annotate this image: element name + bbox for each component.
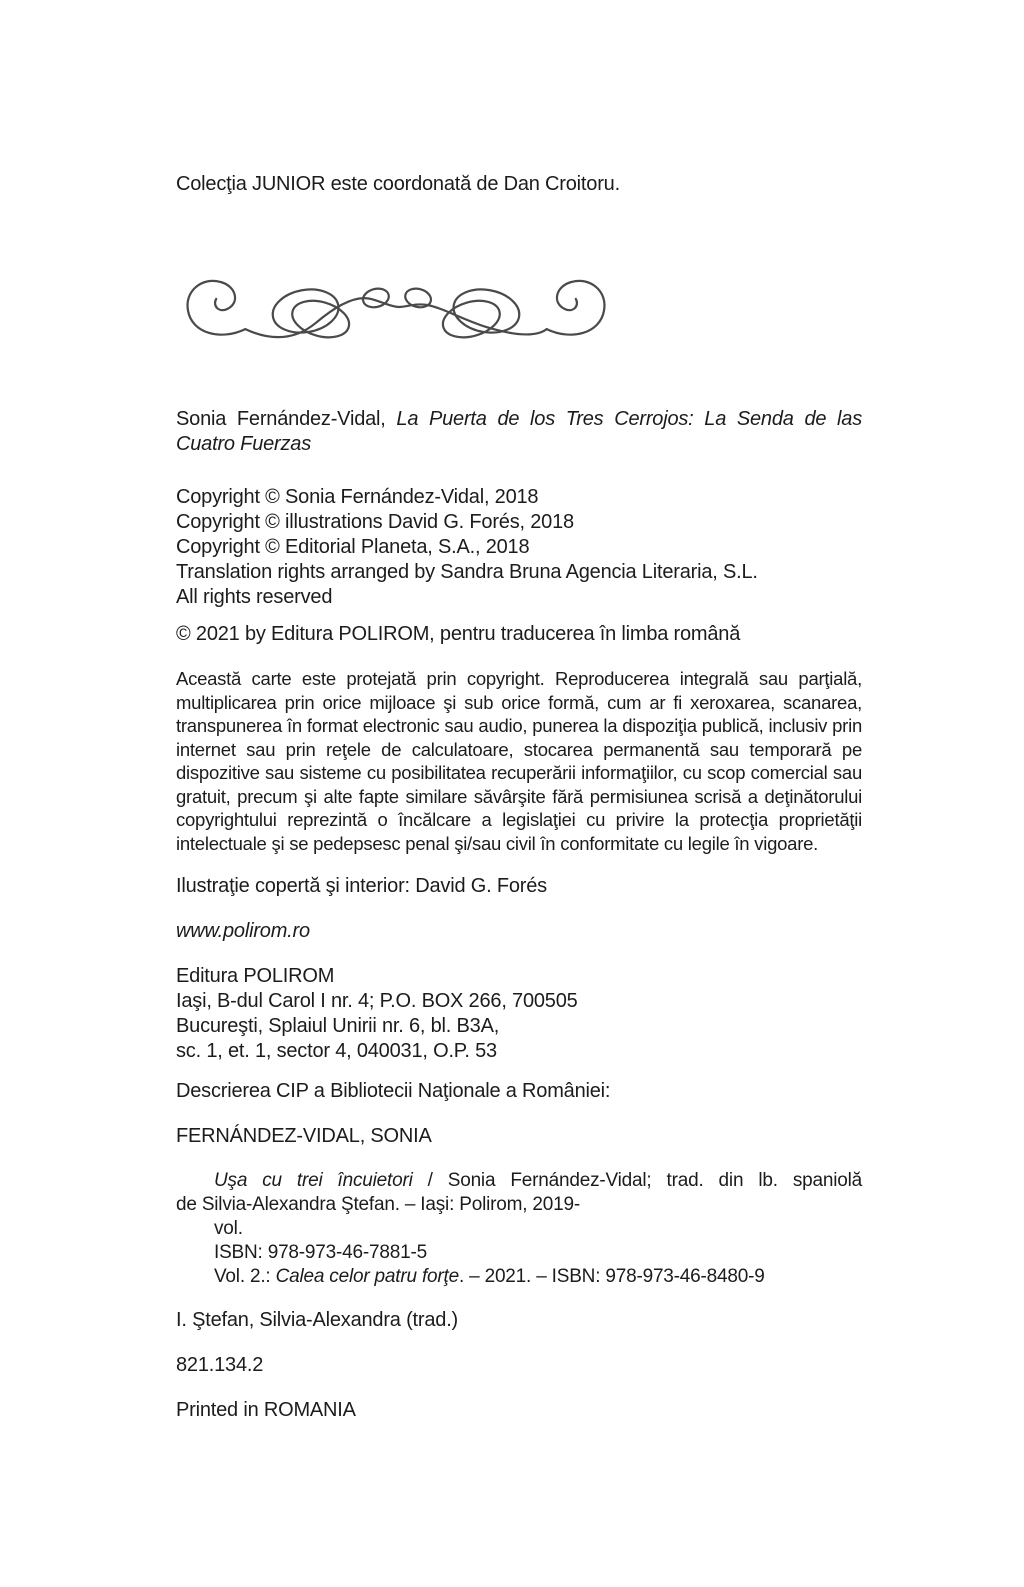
cip-romanian-title: Uşa cu trei încuietori xyxy=(214,1169,413,1191)
publisher-address-line: Bucureşti, Splaiul Unirii nr. 6, bl. B3A, xyxy=(176,1014,500,1037)
copyright-line: Translation rights arranged by Sandra Bruna Agencia Literaria, S.L. xyxy=(176,561,758,583)
cip-entry-title-line xyxy=(176,1169,862,1193)
cip-author-name: FERNÁNDEZ-VIDAL, SONIA xyxy=(176,1124,432,1147)
legal-notice-paragraph: Această carte este protejată prin copyright. Reproducerea integrală sau parţială, multiplicarea prin orice mijloace şi sub orice formă, cum ar fi xeroxarea, scanarea, transpunerea în format electronic sau audio, punerea la dispoziţia publică, inclusiv prin internet sau prin reţele de calculatoare, stocarea permanentă sau temporară pe dispozitive sau sisteme cu posibilitatea recuperării informaţiilor, cu scop comercial sau gratuit, precum şi alte fapte similare săvârşite fără permisiunea scrisă a deţinătorului copyrightului reprezintă o încălcare a legislaţiei cu privire la protecţia proprietăţii intelectuale şi se pedepsesc penal şi/sau civil în conformitate cu legile în vigoare. xyxy=(176,668,862,854)
publisher-address-block xyxy=(176,964,862,1064)
copyright-line: Copyright © Sonia Fernández-Vidal, 2018 xyxy=(176,486,539,508)
cip-volume2-title: Calea celor patru forţe xyxy=(275,1265,459,1287)
collection-note: Colecţia JUNIOR este coordonată de Dan Croitoru. xyxy=(176,173,620,195)
cip-title-rest: / Sonia Fernández-Vidal; trad. din lb. spaniolă xyxy=(412,1169,862,1191)
publisher-address-line: Iaşi, B-dul Carol I nr. 4; P.O. BOX 266, 700505 xyxy=(176,989,578,1012)
publisher-website: www.polirom.ro xyxy=(176,919,310,942)
original-author: Sonia Fernández-Vidal, xyxy=(176,408,397,430)
copyright-block xyxy=(176,485,862,610)
cip-volume2-prefix: Vol. 2.: xyxy=(214,1265,276,1287)
publisher-name: Editura POLIROM xyxy=(176,964,335,987)
original-title: La Puerta de los Tres Cerrojos: La Senda de las Cuatro Fuerzas xyxy=(176,408,863,455)
publisher-address-line: sc. 1, et. 1, sector 4, 040031, O.P. 53 xyxy=(176,1039,497,1062)
cip-entry-block xyxy=(176,1169,862,1289)
translator-index-entry: I. Ştefan, Silvia-Alexandra (trad.) xyxy=(176,1308,459,1331)
copyright-line: All rights reserved xyxy=(176,586,333,608)
cip-volume2-rest: . – 2021. – ISBN: 978-973-46-8480-9 xyxy=(458,1265,765,1287)
cip-entry-line: de Silvia-Alexandra Ştefan. – Iaşi: Polirom, 2019- xyxy=(176,1193,580,1215)
flourish-ornament-graphic xyxy=(170,268,622,350)
cip-heading: Descrierea CIP a Bibliotecii Naţionale a României: xyxy=(176,1079,611,1102)
copyright-line: Copyright © illustrations David G. Forés, 2018 xyxy=(176,511,574,533)
illustration-credit: Ilustraţie copertă şi interior: David G. Forés xyxy=(176,874,547,897)
romanian-translation-copyright: © 2021 by Editura POLIROM, pentru traducerea în limba română xyxy=(176,623,741,645)
original-title-attribution xyxy=(176,407,862,457)
page-content xyxy=(176,0,862,1443)
cip-volume2-line xyxy=(176,1265,862,1289)
printed-in-note: Printed in ROMANIA xyxy=(176,1398,356,1421)
copyright-line: Copyright © Editorial Planeta, S.A., 2018 xyxy=(176,536,530,558)
cip-entry-line: vol. xyxy=(214,1217,243,1239)
decorative-flourish xyxy=(170,268,862,350)
cip-isbn-line: ISBN: 978-973-46-7881-5 xyxy=(214,1241,427,1263)
udc-classification-number: 821.134.2 xyxy=(176,1353,264,1376)
